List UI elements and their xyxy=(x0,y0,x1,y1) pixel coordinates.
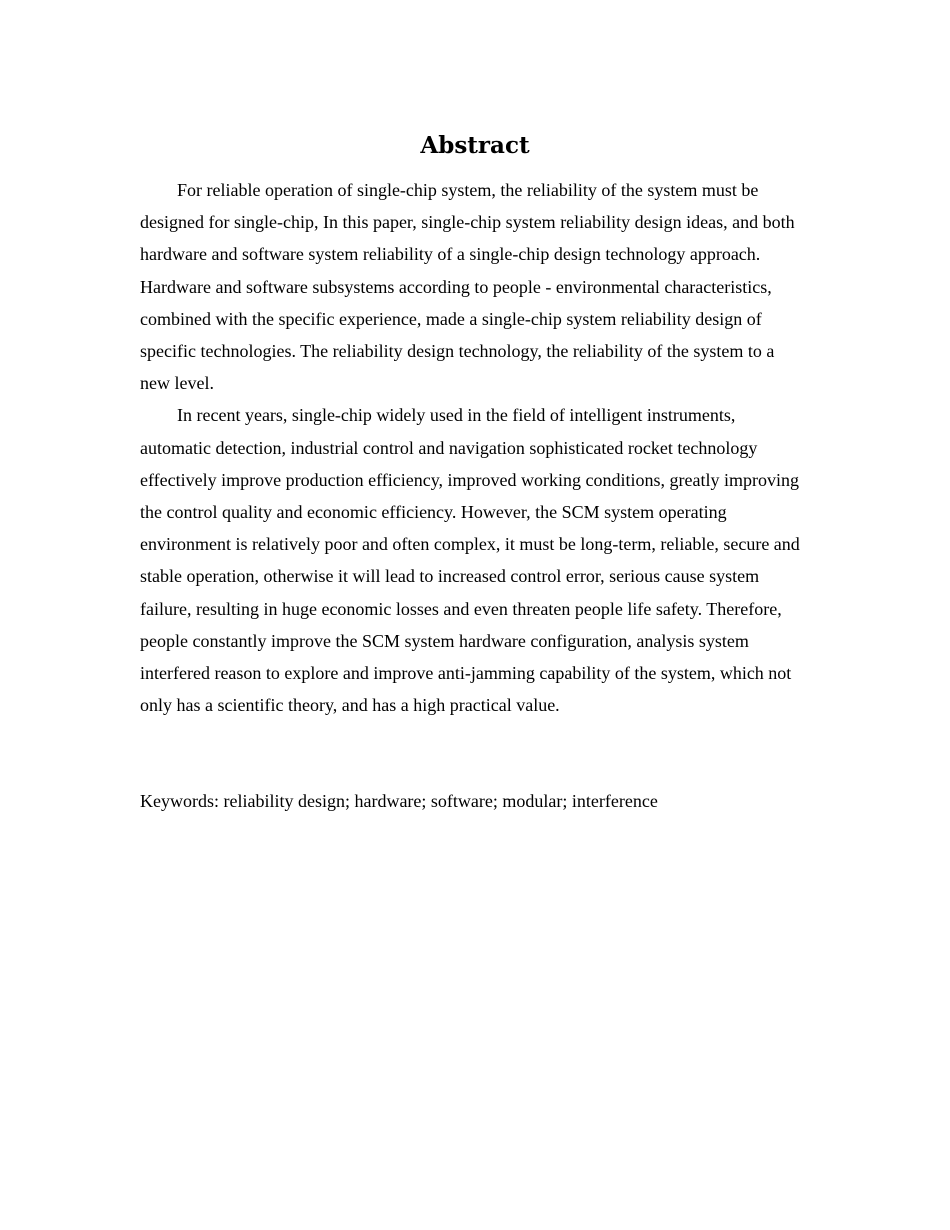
abstract-paragraph-1: For reliable operation of single-chip system, the reliability of the system must be designed for single-chip, In this paper, single-chip system reliability design ideas, and both hardware and software system reliability of a single-chip design technology approach. Hardware and software subsystems according to people - environmental characteristics, combined with the specific experience, made a single-chip system reliability design of specific technologies. The reliability design technology, the reliability of the system to a new level. xyxy=(140,180,795,394)
abstract-body xyxy=(140,174,802,721)
abstract-heading: Abstract xyxy=(420,132,530,159)
abstract-paragraph-2: In recent years, single-chip widely used in the field of intelligent instruments, automatic detection, industrial control and navigation sophisticated rocket technology effectively improve production efficiency, improved working conditions, greatly improving the control quality and economic efficiency. However, the SCM system operating environment is relatively poor and often complex, it must be long-term, reliable, secure and stable operation, otherwise it will lead to increased control error, serious cause system failure, resulting in huge economic losses and even threaten people life safety. Therefore, people constantly improve the SCM system hardware configuration, analysis system interfered reason to explore and improve anti-jamming capability of the system, which not only has a scientific theory, and has a high practical value. xyxy=(140,405,800,716)
keywords-line: Keywords: reliability design; hardware; software; modular; interference xyxy=(140,791,658,811)
